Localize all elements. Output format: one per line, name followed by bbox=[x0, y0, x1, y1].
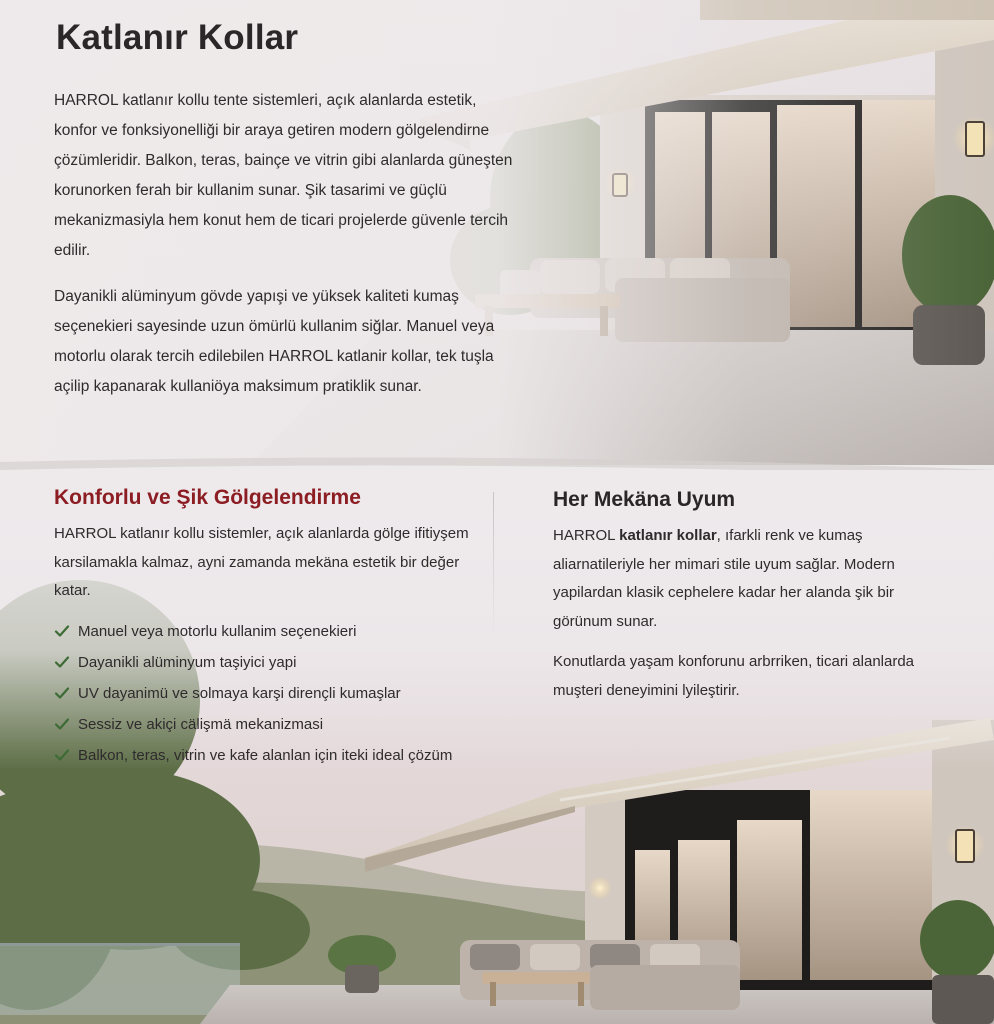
harmony-paragraph-2: Konutlarda yaşam konforunu arbrriken, ticari alanlarda muşteri deneyimini lyileştirir. bbox=[553, 653, 915, 699]
list-item bbox=[54, 709, 544, 740]
list-item bbox=[54, 616, 544, 647]
harmony-section bbox=[553, 488, 953, 705]
feature-list bbox=[54, 616, 544, 771]
comfort-section bbox=[54, 486, 494, 771]
comfort-heading: Konforlu ve Şik Gölgelendirme bbox=[54, 486, 361, 509]
harmony-text-pre: HARROL bbox=[553, 527, 620, 544]
harmony-paragraph-1 bbox=[553, 522, 953, 636]
intro-text bbox=[54, 86, 514, 418]
feature-label: Sessiz ve akiçi cälişmä mekanizmasi bbox=[78, 715, 324, 733]
feature-label: Dayanikli alüminyum taşiyici yapi bbox=[78, 653, 297, 671]
check-icon bbox=[54, 716, 70, 732]
harmony-text-bold: katlanır kollar bbox=[619, 527, 717, 544]
feature-label: Balkon, teras, vitrin ve kafe alanlan için iteki ideal çözüm bbox=[78, 746, 453, 764]
list-item bbox=[54, 647, 544, 678]
check-icon bbox=[54, 623, 70, 639]
list-item bbox=[54, 740, 544, 771]
feature-label: UV dayanimü ve solmaya karşi dirençli kumaşlar bbox=[78, 684, 401, 702]
harmony-heading: Her Mekäna Uyum bbox=[553, 488, 736, 511]
intro-paragraph-2: Dayanikli alüminyum gövde yapışi ve yüksek kaliteti kumaş seçenekieri sayesinde uzun ömürlü kullanim siğlar. Manuel veya motorlu olarak tercih edilebilen HARROL katlanir kollar, tek tuşla açilip kapanarak kullaniöya maksimum pratiklik sunar. bbox=[54, 288, 495, 395]
feature-label: Manuel veya motorlu kullanim seçenekieri bbox=[78, 622, 357, 640]
check-icon bbox=[54, 747, 70, 763]
comfort-text: HARROL katlanır kollu sistemler, açık alanlarda gölge ifitiyşem karsilamakla kalmaz, ayni zamanda mekäna estetik bir değer katar. bbox=[54, 525, 469, 599]
check-icon bbox=[54, 654, 70, 670]
harmony-text-post: , ıfarkli renk ve kumaş aliarnatileriyle her mimari stile uyum sağlar. Modern yapilardan klasik cephelere kadar her alanda şik bir görünum sunar. bbox=[553, 527, 895, 630]
check-icon bbox=[54, 685, 70, 701]
list-item bbox=[54, 678, 544, 709]
page-title: Katlanır Kollar bbox=[56, 18, 299, 57]
intro-paragraph-1: HARROL katlanır kollu tente sistemleri, açık alanlarda estetik, konfor ve fonksiyonelliği bir araya getiren modern gölgelendirne çözümleridir. Balkon, teras, bainçe ve vitrin gibi alanlarda güneşten korunorken ferah bir kullanim sunar. Şik tasarimi ve güçlü mekanizmasiyla hem konut hem de ticari projelerde güvenle tercih edilir. bbox=[54, 92, 513, 259]
